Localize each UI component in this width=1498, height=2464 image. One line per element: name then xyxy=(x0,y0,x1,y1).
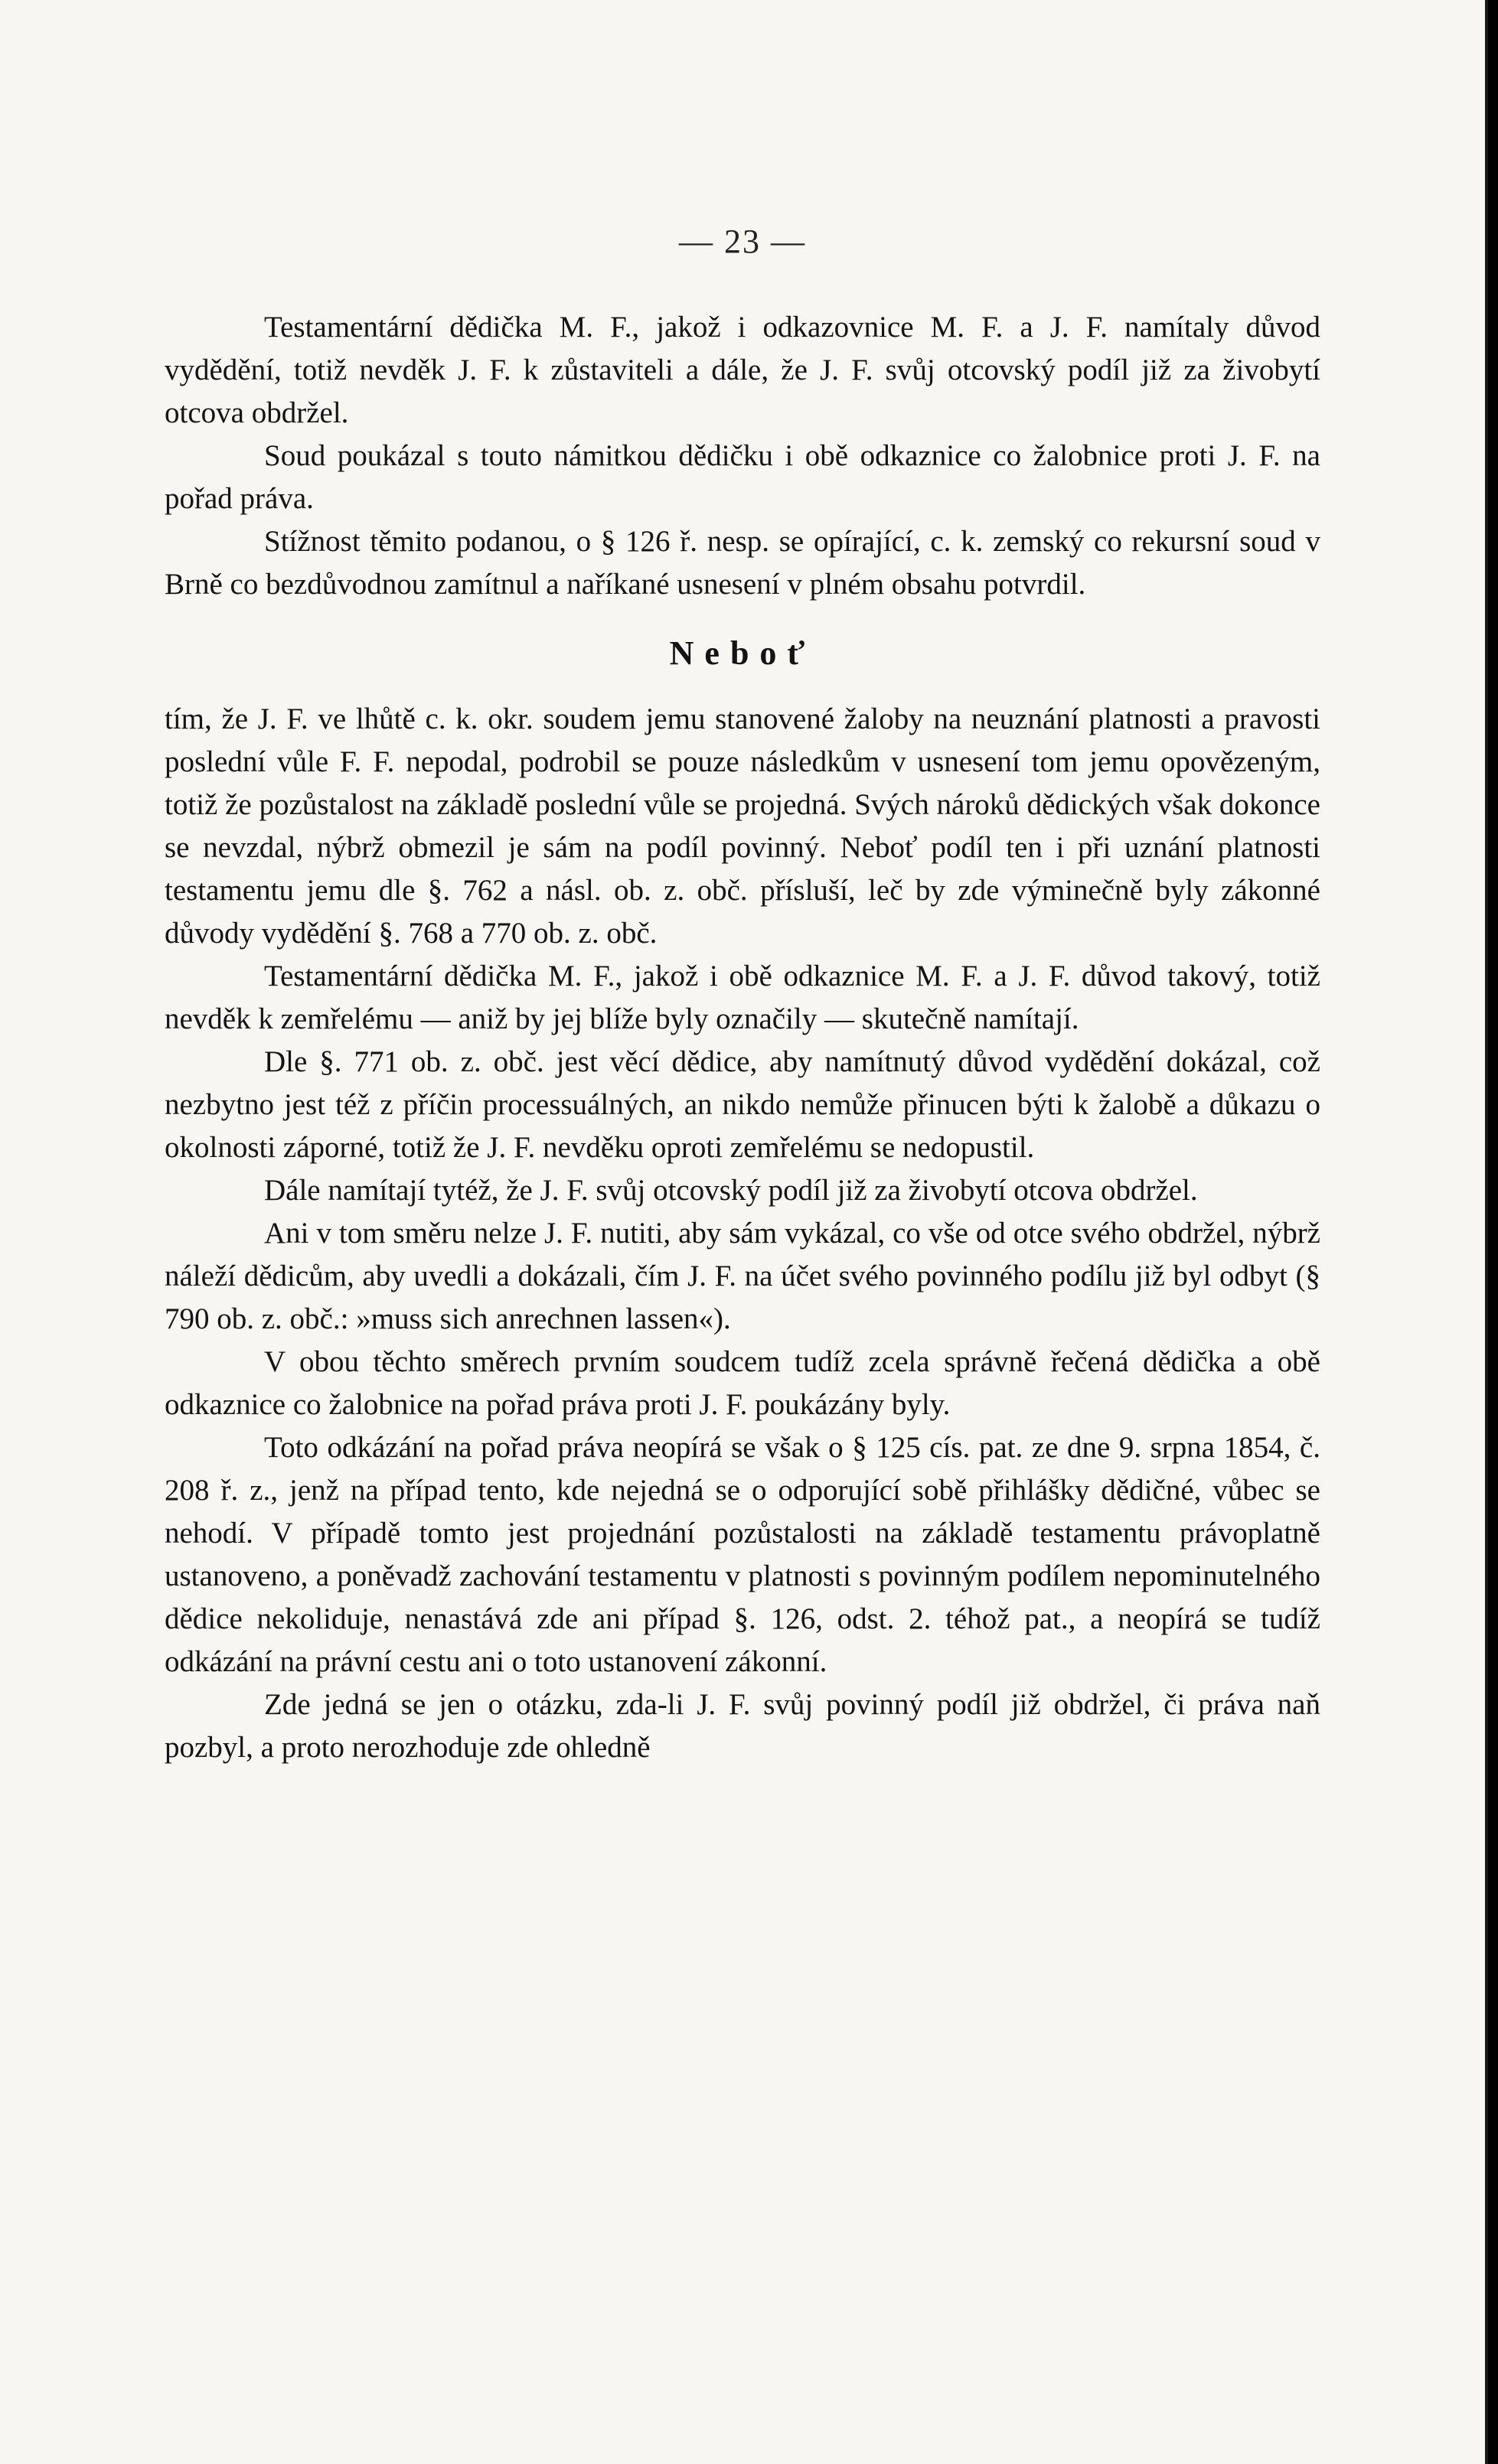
paragraph: Ani v tom směru nelze J. F. nutiti, aby sám vykázal, co vše od otce svého obdržel, nýbrž náleží dědicům, aby uvedli a dokázali, čím J. F. na účet svého povinného podílu již byl odbyt (§ 790 ob. z. obč.: »muss sich anrechnen lassen«). xyxy=(165,1217,1320,1335)
paragraph: Toto odkázání na pořad práva neopírá se však o § 125 cís. pat. ze dne 9. srpna 1854, č. 208 ř. z., jenž na případ tento, kde nejedná se o odporující sobě přihlášky dědičné, vůbec se nehodí. V případě tomto jest projednání pozůstalosti na základě testamentu právoplatně ustanoveno, a poněvadž zachování testamentu v platnosti s povinným podílem nepominutelného dědice nekoliduje, nenastává zde ani případ §. 126, odst. 2. téhož pat., a neopírá se tudíž odkázání na právní cestu ani o toto ustanovení zákonní. xyxy=(165,1431,1320,1678)
body-text xyxy=(165,306,1320,1769)
page-number: — 23 — xyxy=(679,223,806,260)
paragraph: Soud poukázal s touto námitkou dědičku i obě odkaznice co žalobnice proti J. F. na pořad práva. xyxy=(165,439,1320,515)
paragraph: Zde jedná se jen o otázku, zda-li J. F. svůj povinný podíl již obdržel, či práva naň pozbyl, a proto nerozhoduje zde ohledně xyxy=(165,1688,1320,1764)
paragraph: Testamentární dědička M. F., jakož i obě odkaznice M. F. a J. F. důvod takový, totiž nevděk k zemřelému — aniž by jej blíže byly označily — skutečně namítají. xyxy=(165,960,1320,1035)
paragraph: V obou těchto směrech prvním soudcem tudíž zcela správně řečená dědička a obě odkaznice co žalobnice na pořad práva proti J. F. poukázány byly. xyxy=(165,1345,1320,1421)
paragraph: tím, že J. F. ve lhůtě c. k. okr. soudem jemu stanovené žaloby na neuznání platnosti a pravosti poslední vůle F. F. nepodal, podrobil se pouze následkům v usnesení tom jemu opovězeným, totiž že pozůstalost na základě poslední vůle se projedná. Svých nároků dědických však dokonce se nevzdal, nýbrž obmezil je sám na podíl povinný. Neboť podíl ten i při uznání platnosti testamentu jemu dle §. 762 a násl. ob. z. obč. přísluší, leč by zde výminečně byly zákonné důvody vydědění §. 768 a 770 ob. z. obč. xyxy=(165,702,1320,950)
paragraph: Testamentární dědička M. F., jakož i odkazovnice M. F. a J. F. namítaly důvod vydědění, totiž nevděk J. F. k zůstaviteli a dále, že J. F. svůj otcovský podíl již za živobytí otcova obdržel. xyxy=(165,311,1320,429)
paragraph: Dále namítají tytéž, že J. F. svůj otcovský podíl již za živobytí otcova obdržel. xyxy=(264,1174,1198,1207)
paragraph: Dle §. 771 ob. z. obč. jest věcí dědice, aby namítnutý důvod vydědění dokázal, což nezbytno jest též z příčin processuálných, an nikdo nemůže přinucen býti k žalobě a důkazu o okolnosti záporné, totiž že J. F. nevděku oproti zemřelému se nedopustil. xyxy=(165,1045,1320,1164)
paragraph: Stížnost těmito podanou, o § 126 ř. nesp. se opírající, c. k. zemský co rekursní soud v Brně co bezdůvodnou zamítnul a naříkané usnesení v plném obsahu potvrdil. xyxy=(165,525,1320,601)
section-heading: Neboť xyxy=(669,634,816,672)
